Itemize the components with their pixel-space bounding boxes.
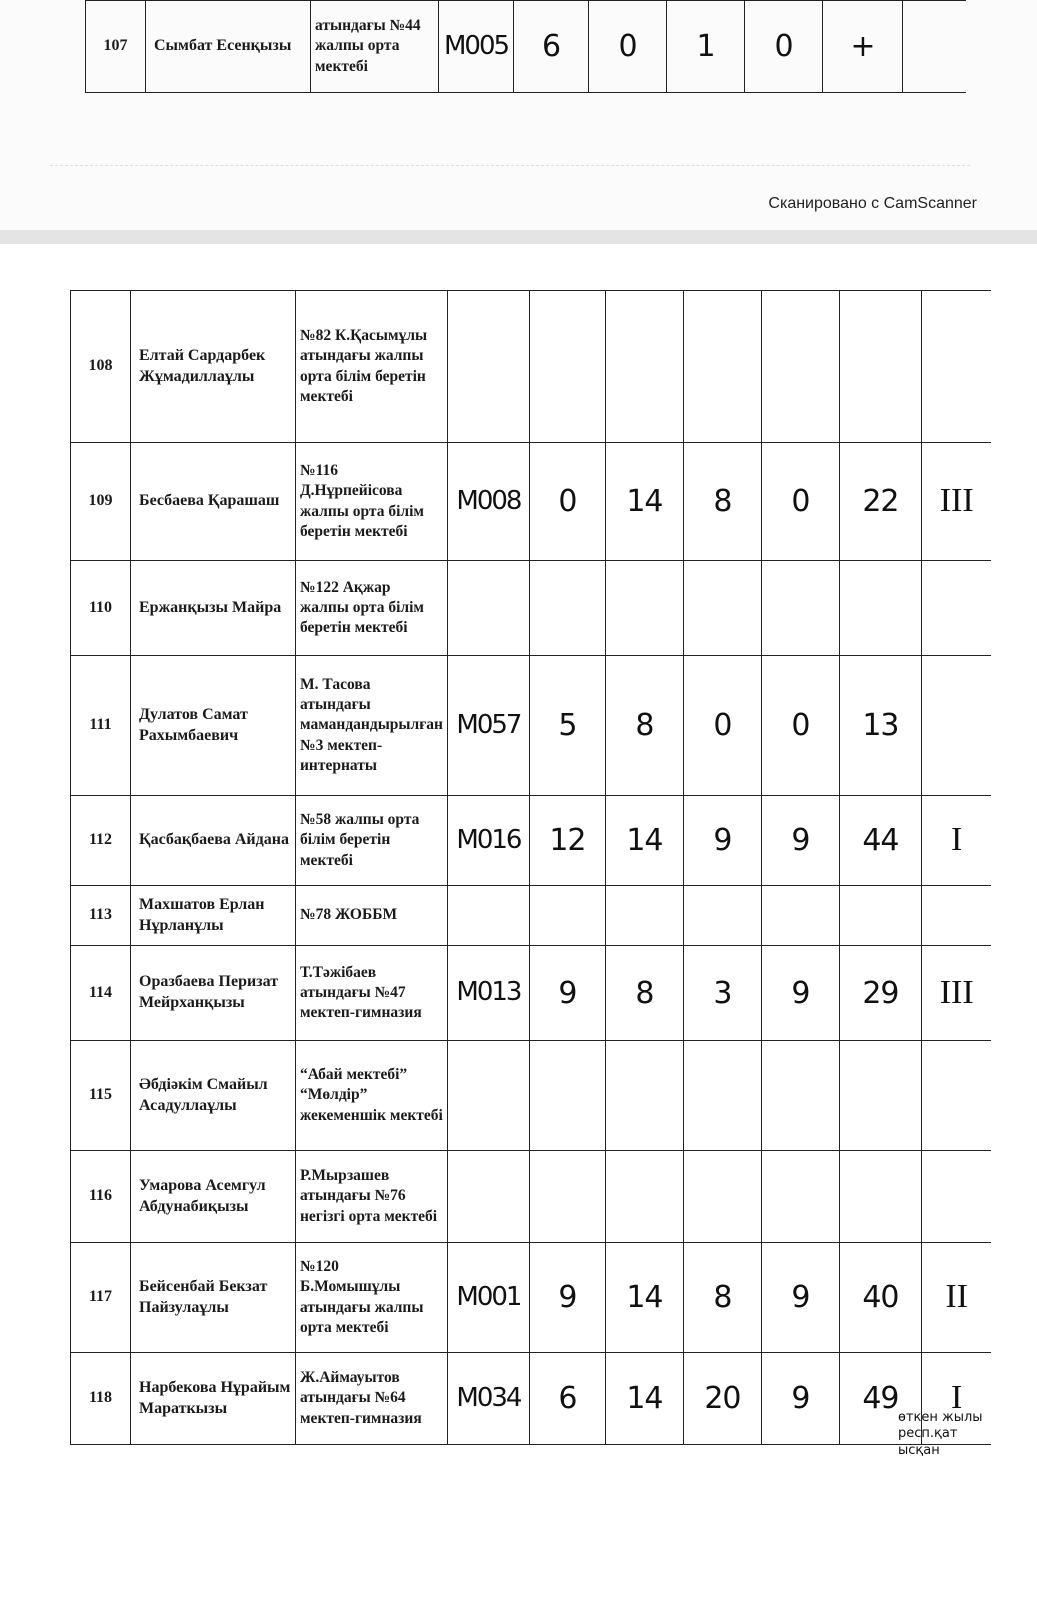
row-number: 117 bbox=[71, 1243, 131, 1353]
place bbox=[903, 1, 966, 93]
score-4 bbox=[761, 1041, 839, 1151]
participant-code bbox=[447, 561, 529, 656]
score-4: 9 bbox=[761, 796, 839, 886]
previous-page-fragment bbox=[0, 0, 1037, 230]
score-1: 5 bbox=[529, 656, 605, 796]
total-score: + bbox=[823, 1, 903, 93]
school-name: Т.Тәжібаев атындағы №47 мектеп-гимназия bbox=[296, 946, 448, 1041]
place: I bbox=[921, 1353, 991, 1445]
school-name: “Абай мектебі” “Мөлдір” жекеменшік мектебі bbox=[296, 1041, 448, 1151]
place: II bbox=[921, 1243, 991, 1353]
participant-code: M013 bbox=[447, 946, 529, 1041]
score-4: 0 bbox=[761, 443, 839, 561]
school-name: атындағы №44 жалпы орта мектебі bbox=[311, 1, 439, 93]
row-number: 115 bbox=[71, 1041, 131, 1151]
table-row bbox=[71, 291, 992, 443]
handwritten-note: өткен жылы респ.қат ысқан bbox=[898, 1410, 983, 1458]
participant-code: M016 bbox=[447, 796, 529, 886]
participant-code bbox=[447, 291, 529, 443]
score-2 bbox=[605, 561, 683, 656]
table-row bbox=[71, 656, 992, 796]
page-divider bbox=[0, 230, 1037, 244]
participant-name: Қасбақбаева Айдана bbox=[131, 796, 296, 886]
score-2 bbox=[605, 1041, 683, 1151]
table-row bbox=[71, 946, 992, 1041]
participant-code: M034 bbox=[447, 1353, 529, 1445]
participant-name: Умарова Асемгул Абдунабиқызы bbox=[131, 1151, 296, 1243]
school-name: Р.Мырзашев атындағы №76 негізгі орта мектебі bbox=[296, 1151, 448, 1243]
participant-name: Бейсенбай Бекзат Пайзулаұлы bbox=[131, 1243, 296, 1353]
score-1: 0 bbox=[529, 443, 605, 561]
row-number: 111 bbox=[71, 656, 131, 796]
total-score: 22 bbox=[839, 443, 921, 561]
participant-name: Нарбекова Нұрайым Мараткызы bbox=[131, 1353, 296, 1445]
row-number: 109 bbox=[71, 443, 131, 561]
score-2: 14 bbox=[605, 796, 683, 886]
row-number: 112 bbox=[71, 796, 131, 886]
results-table-body bbox=[71, 291, 992, 1445]
score-1: 9 bbox=[529, 946, 605, 1041]
place bbox=[921, 656, 991, 796]
total-score: 13 bbox=[839, 656, 921, 796]
score-1: 12 bbox=[529, 796, 605, 886]
score-1 bbox=[529, 291, 605, 443]
score-2: 14 bbox=[605, 1353, 683, 1445]
place: III bbox=[921, 443, 991, 561]
table-row bbox=[71, 561, 992, 656]
total-score bbox=[839, 291, 921, 443]
total-score: 40 bbox=[839, 1243, 921, 1353]
score-3 bbox=[683, 291, 761, 443]
score-4 bbox=[761, 1151, 839, 1243]
score-2 bbox=[605, 1151, 683, 1243]
participant-name: Дулатов Самат Рахымбаевич bbox=[131, 656, 296, 796]
table-row bbox=[71, 1243, 992, 1353]
school-name: М. Тасова атындағы мамандандырылған №3 мектеп-интернаты bbox=[296, 656, 448, 796]
score-4: 9 bbox=[761, 1243, 839, 1353]
participant-name: Оразбаева Перизат Мейрханқызы bbox=[131, 946, 296, 1041]
camscanner-watermark: Сканировано с CamScanner bbox=[768, 195, 977, 212]
school-name: №116 Д.Нұрпейісова жалпы орта білім беретін мектебі bbox=[296, 443, 448, 561]
participant-name: Елтай Сардарбек Жұмадиллаұлы bbox=[131, 291, 296, 443]
place bbox=[921, 291, 991, 443]
total-score bbox=[839, 886, 921, 946]
row-number: 107 bbox=[86, 1, 146, 93]
total-score: 44 bbox=[839, 796, 921, 886]
participant-code: M001 bbox=[447, 1243, 529, 1353]
score-2: 14 bbox=[605, 443, 683, 561]
table-row bbox=[71, 443, 992, 561]
school-name: №78 ЖОББМ bbox=[296, 886, 448, 946]
score-4: 9 bbox=[761, 1353, 839, 1445]
score-1: 6 bbox=[529, 1353, 605, 1445]
participant-code bbox=[447, 1151, 529, 1243]
participant-code: M005 bbox=[439, 1, 514, 93]
participant-name: Ержанқызы Майра bbox=[131, 561, 296, 656]
total-score bbox=[839, 1151, 921, 1243]
score-3: 9 bbox=[683, 796, 761, 886]
participant-code bbox=[447, 1041, 529, 1151]
table-row bbox=[71, 796, 992, 886]
score-1: 9 bbox=[529, 1243, 605, 1353]
table-row bbox=[71, 1151, 992, 1243]
score-4: 9 bbox=[761, 946, 839, 1041]
participant-code bbox=[447, 886, 529, 946]
participant-code: M057 bbox=[447, 656, 529, 796]
score-1 bbox=[529, 1041, 605, 1151]
school-name: №82 К.Қасымұлы атындағы жалпы орта білім беретін мектебі bbox=[296, 291, 448, 443]
score-3 bbox=[683, 886, 761, 946]
total-score: 49 bbox=[839, 1353, 921, 1445]
score-3 bbox=[683, 1041, 761, 1151]
school-name: №122 Ақжар жалпы орта білім беретін мектебі bbox=[296, 561, 448, 656]
score-4 bbox=[761, 561, 839, 656]
score-3 bbox=[683, 1151, 761, 1243]
score-3: 0 bbox=[683, 656, 761, 796]
score-3: 8 bbox=[683, 443, 761, 561]
total-score: 29 bbox=[839, 946, 921, 1041]
score-3: 8 bbox=[683, 1243, 761, 1353]
score-1 bbox=[529, 1151, 605, 1243]
row-number: 113 bbox=[71, 886, 131, 946]
participant-name: Әбдіәкім Смайыл Асадуллаұлы bbox=[131, 1041, 296, 1151]
score-4 bbox=[761, 886, 839, 946]
total-score bbox=[839, 1041, 921, 1151]
results-table bbox=[70, 290, 991, 1445]
score-2 bbox=[605, 291, 683, 443]
place bbox=[921, 1041, 991, 1151]
score-3: 20 bbox=[683, 1353, 761, 1445]
score-2 bbox=[605, 886, 683, 946]
place bbox=[921, 886, 991, 946]
participant-name: Бесбаева Қарашаш bbox=[131, 443, 296, 561]
score-1 bbox=[529, 561, 605, 656]
place: I bbox=[921, 796, 991, 886]
score-3: 1 bbox=[667, 1, 745, 93]
row-number: 114 bbox=[71, 946, 131, 1041]
table-row bbox=[71, 1353, 992, 1445]
row-number: 118 bbox=[71, 1353, 131, 1445]
score-3: 3 bbox=[683, 946, 761, 1041]
school-name: №120 Б.Момышұлы атындағы жалпы орта мектебі bbox=[296, 1243, 448, 1353]
participant-name: Сымбат Есенқызы bbox=[146, 1, 311, 93]
total-score bbox=[839, 561, 921, 656]
score-2: 14 bbox=[605, 1243, 683, 1353]
participant-name: Махшатов Ерлан Нұрланұлы bbox=[131, 886, 296, 946]
school-name: №58 жалпы орта білім беретін мектебі bbox=[296, 796, 448, 886]
row-number: 110 bbox=[71, 561, 131, 656]
place bbox=[921, 1151, 991, 1243]
table-row bbox=[71, 1041, 992, 1151]
school-name: Ж.Аймауытов атындағы №64 мектеп-гимназия bbox=[296, 1353, 448, 1445]
score-2: 0 bbox=[589, 1, 667, 93]
score-1: 6 bbox=[514, 1, 589, 93]
faint-scan-line bbox=[50, 165, 970, 167]
row-number: 108 bbox=[71, 291, 131, 443]
score-2: 8 bbox=[605, 946, 683, 1041]
place: III bbox=[921, 946, 991, 1041]
table-row bbox=[71, 886, 992, 946]
place bbox=[921, 561, 991, 656]
participant-code: M008 bbox=[447, 443, 529, 561]
table-row bbox=[86, 1, 966, 93]
score-4 bbox=[761, 291, 839, 443]
score-3 bbox=[683, 561, 761, 656]
score-2: 8 bbox=[605, 656, 683, 796]
top-table bbox=[85, 0, 966, 93]
score-4: 0 bbox=[761, 656, 839, 796]
score-1 bbox=[529, 886, 605, 946]
score-4: 0 bbox=[745, 1, 823, 93]
row-number: 116 bbox=[71, 1151, 131, 1243]
